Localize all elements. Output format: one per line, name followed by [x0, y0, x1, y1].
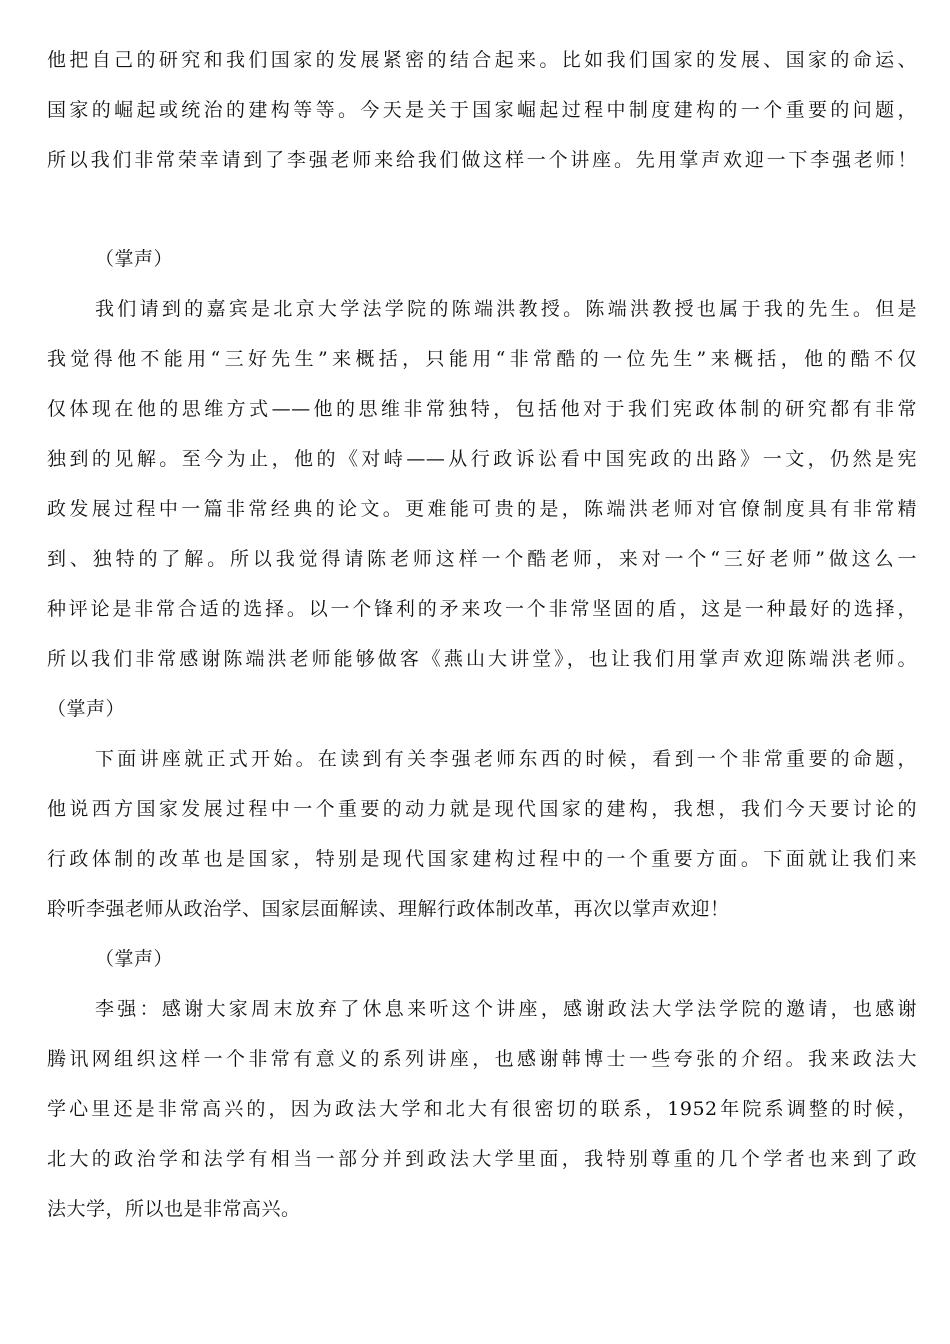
paragraph-line: 到、独特的了解。所以我觉得请陈老师这样一个酷老师，来对一个“三好老师”做这么一 — [47, 548, 917, 570]
paragraph-line: 独到的见解。至今为止，他的《对峙——从行政诉讼看中国宪政的出路》一文，仍然是宪 — [47, 448, 917, 470]
paragraph-line: 政发展过程中一篇非常经典的论文。更难能可贵的是，陈端洪老师对官僚制度具有非常精 — [47, 498, 917, 520]
paragraph-line: 种评论是非常合适的选择。以一个锋利的矛来攻一个非常坚固的盾，这是一种最好的选择， — [47, 598, 917, 620]
paragraph-line: 国家的崛起或统治的建构等等。今天是关于国家崛起过程中制度建构的一个重要的问题， — [47, 99, 917, 121]
paragraph-line: 行政体制的改革也是国家，特别是现代国家建构过程中的一个重要方面。下面就让我们来 — [47, 848, 917, 870]
applause-note: （掌声） — [95, 948, 174, 970]
paragraph-line: 学心里还是非常高兴的，因为政法大学和北大有很密切的联系，1952年院系调整的时候， — [47, 1098, 917, 1120]
applause-note: （掌声） — [47, 698, 126, 720]
paragraph-line: 北大的政治学和法学有相当一部分并到政法大学里面，我特别尊重的几个学者也来到了政 — [47, 1148, 917, 1170]
paragraph-line: 我觉得他不能用“三好先生”来概括，只能用“非常酷的一位先生”来概括，他的酷不仅 — [47, 348, 917, 370]
paragraph-line: 他说西方国家发展过程中一个重要的动力就是现代国家的建构，我想，我们今天要讨论的 — [47, 798, 917, 820]
paragraph-line: 所以我们非常荣幸请到了李强老师来给我们做这样一个讲座。先用掌声欢迎一下李强老师！ — [47, 149, 917, 171]
paragraph-line: 下面讲座就正式开始。在读到有关李强老师东西的时候，看到一个非常重要的命题， — [95, 748, 917, 770]
applause-note: （掌声） — [95, 248, 174, 270]
paragraph-line: 仅体现在他的思维方式——他的思维非常独特，包括他对于我们宪政体制的研究都有非常 — [47, 398, 917, 420]
paragraph-line: 聆听李强老师从政治学、国家层面解读、理解行政体制改革，再次以掌声欢迎！ — [47, 898, 730, 920]
paragraph-line: 法大学，所以也是非常高兴。 — [47, 1198, 301, 1220]
paragraph-line: 所以我们非常感谢陈端洪老师能够做客《燕山大讲堂》，也让我们用掌声欢迎陈端洪老师。 — [47, 648, 917, 670]
paragraph-line: 他把自己的研究和我们国家的发展紧密的结合起来。比如我们国家的发展、国家的命运、 — [47, 49, 917, 71]
paragraph-line: 我们请到的嘉宾是北京大学法学院的陈端洪教授。陈端洪教授也属于我的先生。但是 — [95, 298, 917, 320]
paragraph-line: 腾讯网组织这样一个非常有意义的系列讲座，也感谢韩博士一些夸张的介绍。我来政法大 — [47, 1048, 917, 1070]
paragraph-line: 李强：感谢大家周末放弃了休息来听这个讲座，感谢政法大学法学院的邀请，也感谢 — [95, 998, 917, 1020]
